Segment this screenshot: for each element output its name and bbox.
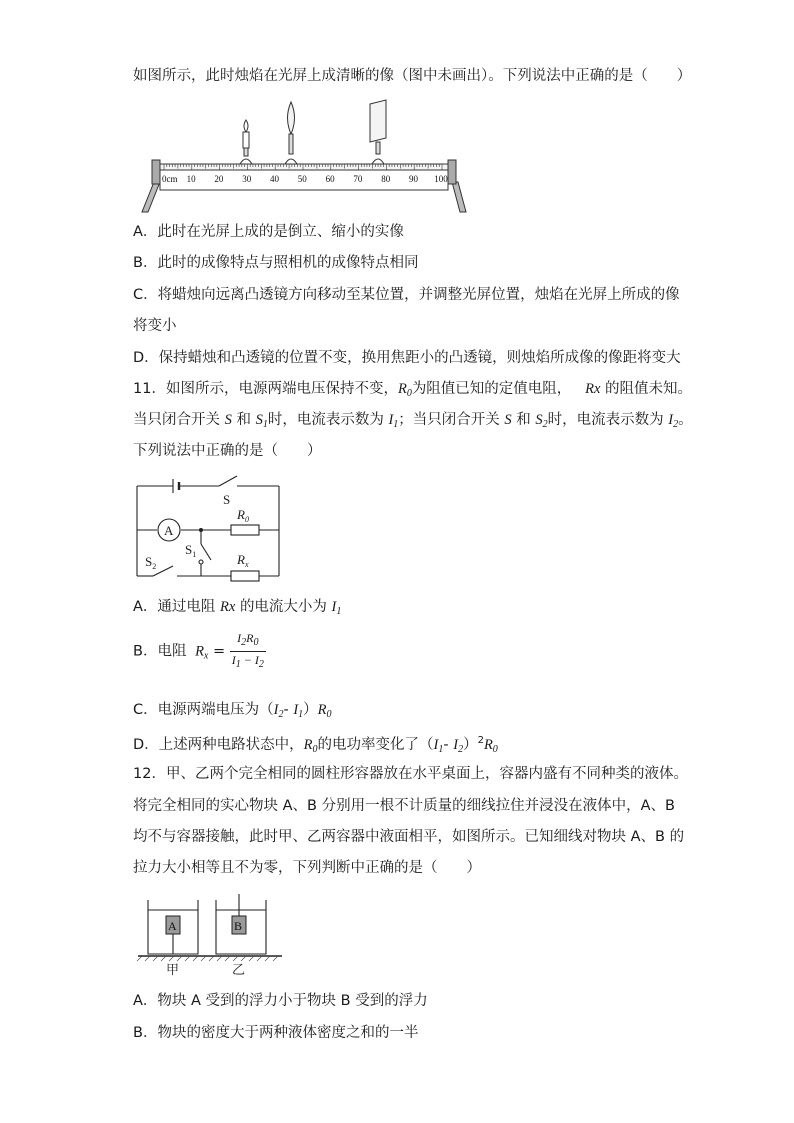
q12-stem-line1: 12．甲、乙两个完全相同的圆柱形容器放在水平桌面上，容器内盛有不同种类的液体。 <box>133 766 688 782</box>
q12-option-a: A．物块 A 受到的浮力小于物块 B 受到的浮力 <box>133 993 428 1009</box>
block-a-label: A <box>168 919 177 933</box>
q10-option-d: D．保持蜡烛和凸透镜的位置不变，换用焦距小的凸透镜，则烛焰所成像的像距将变大 <box>133 350 681 366</box>
q11-option-a: A．通过电阻 Rx 的电流大小为 $I_1$ <box>133 599 342 617</box>
light-screen <box>370 100 386 164</box>
q12-stem-line3: 均不与容器接触，此时甲、乙两容器中液面相平，如图所示。已知细线对物块 A、B 的 <box>133 829 685 845</box>
ruler-tick-label: 20 <box>214 174 224 184</box>
ruler-tick-label: 80 <box>381 174 391 184</box>
label-yi: 乙 <box>232 962 246 977</box>
q12-stem-line4: 拉力大小相等且不为零，下列判断中正确的是（ ） <box>133 860 481 876</box>
ruler-tick-label: 10 <box>186 174 196 184</box>
ammeter-label: A <box>164 523 174 538</box>
ruler-tick-label: 40 <box>270 174 279 184</box>
ruler-tick-label: 70 <box>353 174 363 184</box>
q11-stem-line1: 11．如图所示，电源两端电压保持不变，$R_0$为阻值已知的定值电阻， Rx 的阻值未知。 <box>133 381 693 399</box>
optical-bench-figure <box>138 98 468 214</box>
q10-option-a: A．此时在光屏上成的是倒立、缩小的实像 <box>133 224 404 240</box>
q10-option-c-cont: 将变小 <box>133 318 177 334</box>
q12-option-b: B．物块的密度大于两种液体密度之和的一半 <box>133 1025 419 1041</box>
ruler-tick-label: 100 <box>434 174 448 184</box>
candle <box>240 120 252 164</box>
s2-label: $S_2$ <box>145 554 157 571</box>
r0-label: $R_0$ <box>237 507 249 524</box>
rx-label: $R_x$ <box>237 552 249 569</box>
circuit-diagram <box>133 474 283 582</box>
ruler-tick-label: 90 <box>409 174 418 184</box>
q10-stem: 如图所示，此时烛焰在光屏上成清晰的像（图中未画出）。下列说法中正确的是（ ） <box>133 68 692 84</box>
q11-option-b: B．电阻 $R_x$ = $\frac{I_2R_0}{I_1 - I_2}$ <box>133 630 266 673</box>
label-jia: 甲 <box>166 962 180 977</box>
q12-stem-line2: 将完全相同的实心物块 A、B 分别用一根不计质量的细线拉住并浸没在液体中，A、B <box>133 798 675 814</box>
formula-rx: $R_x$ = $\frac{I_2R_0}{I_1 - I_2}$ <box>195 631 264 670</box>
q11-option-c: C．电源两端电压为（$I_2-$ $I_1)R_0$ <box>133 702 332 720</box>
q10-option-c: C．将蜡烛向远离凸透镜方向移动至某位置，并调整光屏位置，烛焰在光屏上所成的像 <box>133 287 680 303</box>
q11-stem-line3: 下列说法中正确的是（ ） <box>133 443 322 459</box>
ruler-tick-label: 60 <box>325 174 335 184</box>
q10-option-b: B．此时的成像特点与照相机的成像特点相同 <box>133 255 419 271</box>
block-b-label: B <box>234 919 243 933</box>
q11-option-d: D．上述两种电路状态中，$R_0$的电功率变化了（$I_1-$ $I_2)^2R_0$ <box>133 735 498 755</box>
containers-figure <box>136 892 286 978</box>
q11-stem-line2: 当只闭合开关 S 和 $S_1$时，电流表示数为 $I_1$；当只闭合开关 S 和 $S_2$时，电流表示数为 $I_2$。 <box>133 412 693 430</box>
switch-s-label: S <box>223 492 231 507</box>
ruler-tick-label: 30 <box>242 174 252 184</box>
convex-lens <box>285 102 297 164</box>
ruler-tick-label: 0cm <box>162 174 178 184</box>
s1-label: $S_1$ <box>185 542 197 559</box>
ruler-tick-label: 50 <box>297 174 307 184</box>
